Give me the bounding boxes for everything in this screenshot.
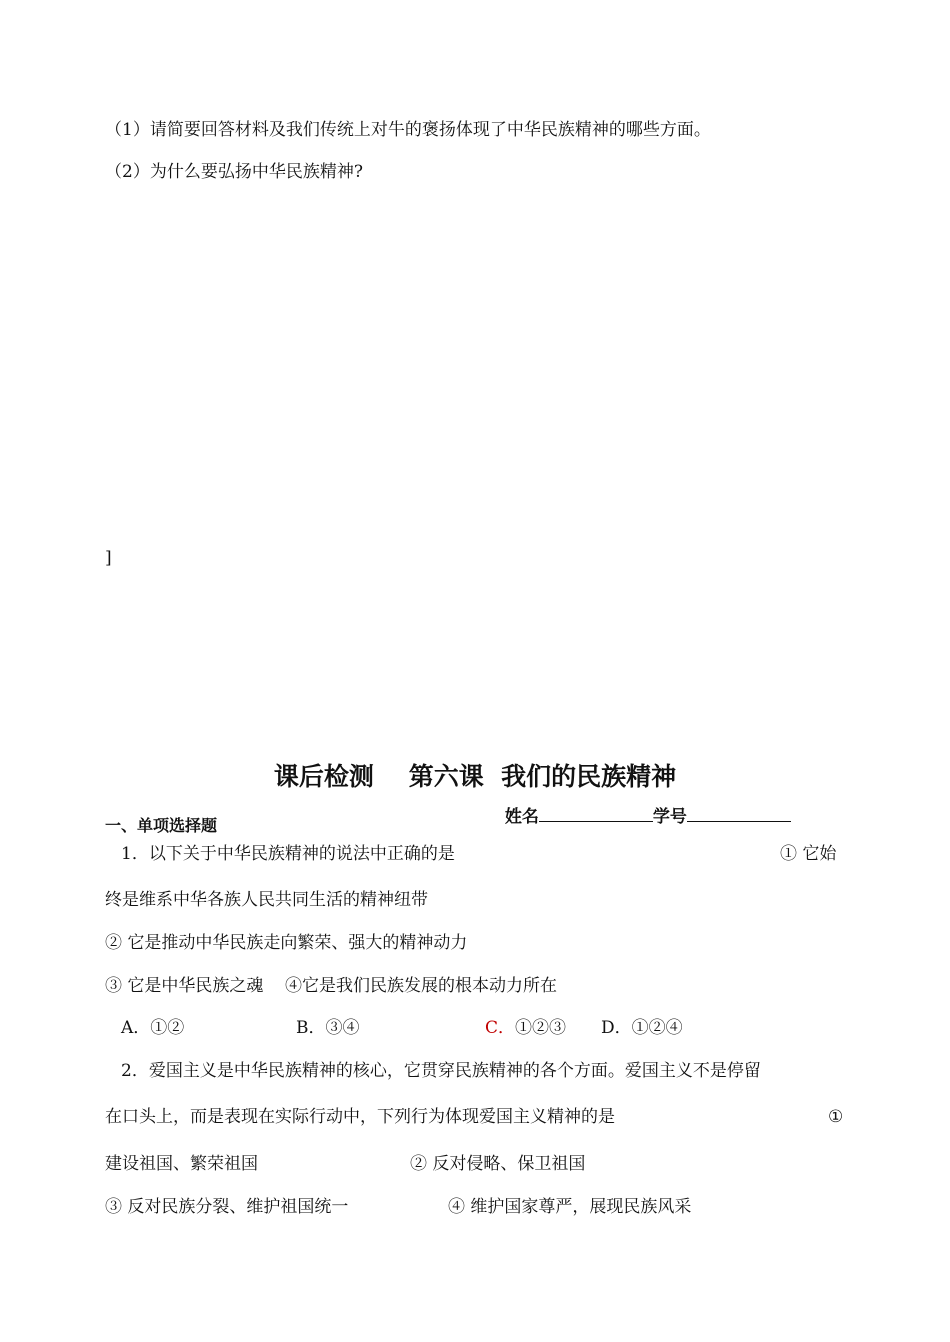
q2-option1: 建设祖国、繁荣祖国 (105, 1154, 258, 1174)
choice-d-text: ①②④ (631, 1018, 683, 1038)
q1-option1-start: ① 它始 (780, 844, 837, 864)
choice-a (121, 1020, 184, 1037)
choice-b-letter: B． (296, 1018, 326, 1038)
choice-c-letter: C． (485, 1018, 516, 1038)
choice-a-letter: A． (121, 1018, 151, 1038)
q2-option2: ② 反对侵略、保卫祖国 (410, 1154, 586, 1174)
q1-option34: ③ 它是中华民族之魂 ④它是我们民族发展的根本动力所在 (105, 976, 558, 996)
choice-c (485, 1020, 566, 1037)
choice-d (601, 1020, 683, 1037)
student-info (493, 790, 791, 826)
number-label: 学号 (652, 807, 687, 827)
choice-b (296, 1020, 360, 1037)
q1-option1-cont: 终是维系中华各族人民共同生活的精神纽带 (105, 890, 428, 910)
q2-option4: ④ 维护国家尊严，展现民族风采 (448, 1197, 692, 1217)
name-label: 姓名 (504, 807, 539, 827)
page-title: 课后检测 第六课 我们的民族精神 (273, 762, 677, 791)
stray-bracket: ] (105, 548, 112, 568)
q2-line2-mark: ① (828, 1107, 844, 1127)
q2-option3: ③ 反对民族分裂、维护祖国统一 (105, 1197, 349, 1217)
choice-c-text: ①②③ (515, 1018, 567, 1038)
q2-line2: 在口头上，而是表现在实际行动中，下列行为体现爱国主义精神的是 (105, 1107, 615, 1127)
q1-option2: ② 它是推动中华民族走向繁荣、强大的精神动力 (105, 933, 468, 953)
section-heading: 一、单项选择题 (105, 816, 218, 835)
number-blank[interactable] (687, 807, 791, 822)
question-2: （2）为什么要弘扬中华民族精神? (105, 162, 363, 182)
q1-stem: 1．以下关于中华民族精神的说法中正确的是 (121, 844, 455, 864)
q2-line1: 2．爱国主义是中华民族精神的核心，它贯穿民族精神的各个方面。爱国主义不是停留 (121, 1061, 761, 1081)
question-1: （1）请简要回答材料及我们传统上对牛的褒扬体现了中华民族精神的哪些方面。 (105, 120, 711, 140)
choice-d-letter: D． (601, 1018, 632, 1038)
name-blank[interactable] (539, 807, 653, 822)
choice-b-text: ③④ (325, 1018, 360, 1038)
choice-a-text: ①② (150, 1018, 185, 1038)
